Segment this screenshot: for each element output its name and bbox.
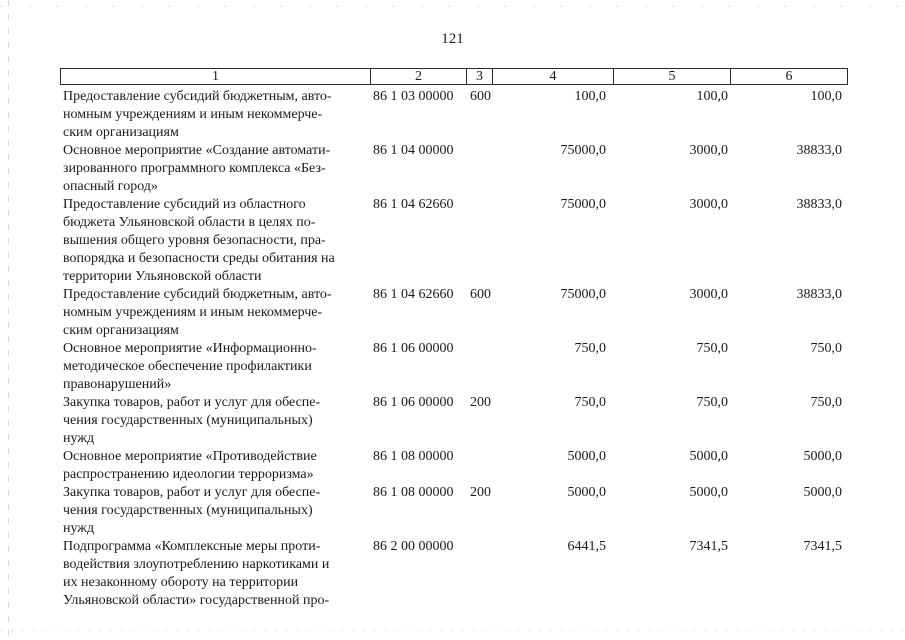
header-col-1: 1	[212, 69, 219, 84]
row-value-col5: 5000,0	[689, 485, 728, 500]
row-code: 86 2 00 00000	[373, 539, 454, 554]
row-value-col6: 38833,0	[796, 287, 842, 302]
row-description	[63, 286, 365, 340]
row-value-col5: 3000,0	[689, 287, 728, 302]
row-value-col6: 5000,0	[803, 485, 842, 500]
description-line: Закупка товаров, работ и услуг для обеспе-	[63, 485, 321, 500]
row-value-col5: 3000,0	[689, 197, 728, 212]
row-description	[63, 448, 365, 484]
header-col-3: 3	[466, 69, 492, 84]
row-value-col4: 75000,0	[560, 197, 606, 212]
row-value-col5: 100,0	[696, 89, 728, 104]
header-col-4: 4	[492, 69, 613, 84]
description-line: их незаконному обороту на территории	[63, 575, 299, 590]
row-expense-type: 200	[470, 485, 491, 500]
description-line: Предоставление субсидий бюджетным, авто-	[63, 89, 332, 104]
row-description	[63, 538, 365, 610]
row-value-col4: 100,0	[574, 89, 606, 104]
scan-edge-bottom	[0, 630, 905, 631]
row-code: 86 1 06 00000	[373, 341, 454, 356]
description-line: Основное мероприятие «Противодействие	[63, 449, 317, 464]
description-line: чения государственных (муниципальных)	[63, 503, 313, 518]
page-number: 121	[441, 31, 464, 47]
row-description	[63, 88, 365, 142]
description-line: ским организациям	[63, 125, 179, 140]
description-line: вышения общего уровня безопасности, пра-	[63, 233, 326, 248]
row-code: 86 1 04 62660	[373, 197, 454, 212]
row-code: 86 1 04 62660	[373, 287, 454, 302]
row-expense-type: 200	[470, 395, 491, 410]
description-line: Закупка товаров, работ и услуг для обеспе-	[63, 395, 321, 410]
scan-edge-left	[8, 0, 9, 640]
description-line: нужд	[63, 431, 95, 446]
row-value-col6: 38833,0	[796, 197, 842, 212]
row-value-col4: 5000,0	[567, 449, 606, 464]
description-line: нужд	[63, 521, 95, 536]
row-description	[63, 142, 365, 196]
scan-edge-top	[0, 6, 905, 7]
description-line: Предоставление субсидий бюджетным, авто-	[63, 287, 332, 302]
description-line: зированного программного комплекса «Без-	[63, 161, 326, 176]
row-code: 86 1 03 00000	[373, 89, 454, 104]
description-line: номным учреждениям и иным некоммерче-	[63, 305, 323, 320]
row-value-col4: 750,0	[574, 395, 606, 410]
description-line: распространению идеологии терроризма»	[63, 467, 314, 482]
row-value-col6: 7341,5	[803, 539, 842, 554]
row-description	[63, 340, 365, 394]
row-value-col4: 750,0	[574, 341, 606, 356]
description-line: методическое обеспечение профилактики	[63, 359, 312, 374]
description-line: Ульяновской области» государственной про-	[63, 593, 330, 608]
row-description	[63, 196, 365, 286]
row-code: 86 1 08 00000	[373, 449, 454, 464]
description-line: территории Ульяновской области	[63, 269, 262, 284]
row-value-col6: 750,0	[810, 341, 842, 356]
row-expense-type: 600	[470, 287, 491, 302]
description-line: чения государственных (муниципальных)	[63, 413, 313, 428]
description-line: Основное мероприятие «Создание автомати-	[63, 143, 331, 158]
table-header-row	[60, 68, 848, 85]
description-line: ским организациям	[63, 323, 179, 338]
row-code: 86 1 08 00000	[373, 485, 454, 500]
row-code: 86 1 04 00000	[373, 143, 454, 158]
row-value-col5: 750,0	[696, 341, 728, 356]
description-line: вопорядка и безопасности среды обитания на	[63, 251, 335, 266]
row-expense-type: 600	[470, 89, 491, 104]
row-value-col6: 100,0	[810, 89, 842, 104]
header-col-2: 2	[370, 69, 466, 84]
description-line: правонарушений»	[63, 377, 172, 392]
row-value-col4: 5000,0	[567, 485, 606, 500]
row-value-col6: 5000,0	[803, 449, 842, 464]
row-value-col6: 750,0	[810, 395, 842, 410]
row-value-col5: 3000,0	[689, 143, 728, 158]
row-value-col4: 6441,5	[567, 539, 606, 554]
row-value-col6: 38833,0	[796, 143, 842, 158]
row-value-col4: 75000,0	[560, 143, 606, 158]
description-line: опасный город»	[63, 179, 158, 194]
description-line: Подпрограмма «Комплексные меры проти-	[63, 539, 321, 554]
row-description	[63, 484, 365, 538]
row-value-col5: 7341,5	[689, 539, 728, 554]
header-col-6: 6	[730, 69, 847, 84]
row-value-col4: 75000,0	[560, 287, 606, 302]
row-value-col5: 5000,0	[689, 449, 728, 464]
description-line: бюджета Ульяновской области в целях по-	[63, 215, 316, 230]
row-code: 86 1 06 00000	[373, 395, 454, 410]
description-line: Предоставление субсидий из областного	[63, 197, 306, 212]
header-col-5: 5	[613, 69, 730, 84]
row-value-col5: 750,0	[696, 395, 728, 410]
description-line: водействия злоупотреблению наркотиками и	[63, 557, 330, 572]
row-description	[63, 394, 365, 448]
description-line: номным учреждениям и иным некоммерче-	[63, 107, 323, 122]
description-line: Основное мероприятие «Информационно-	[63, 341, 317, 356]
